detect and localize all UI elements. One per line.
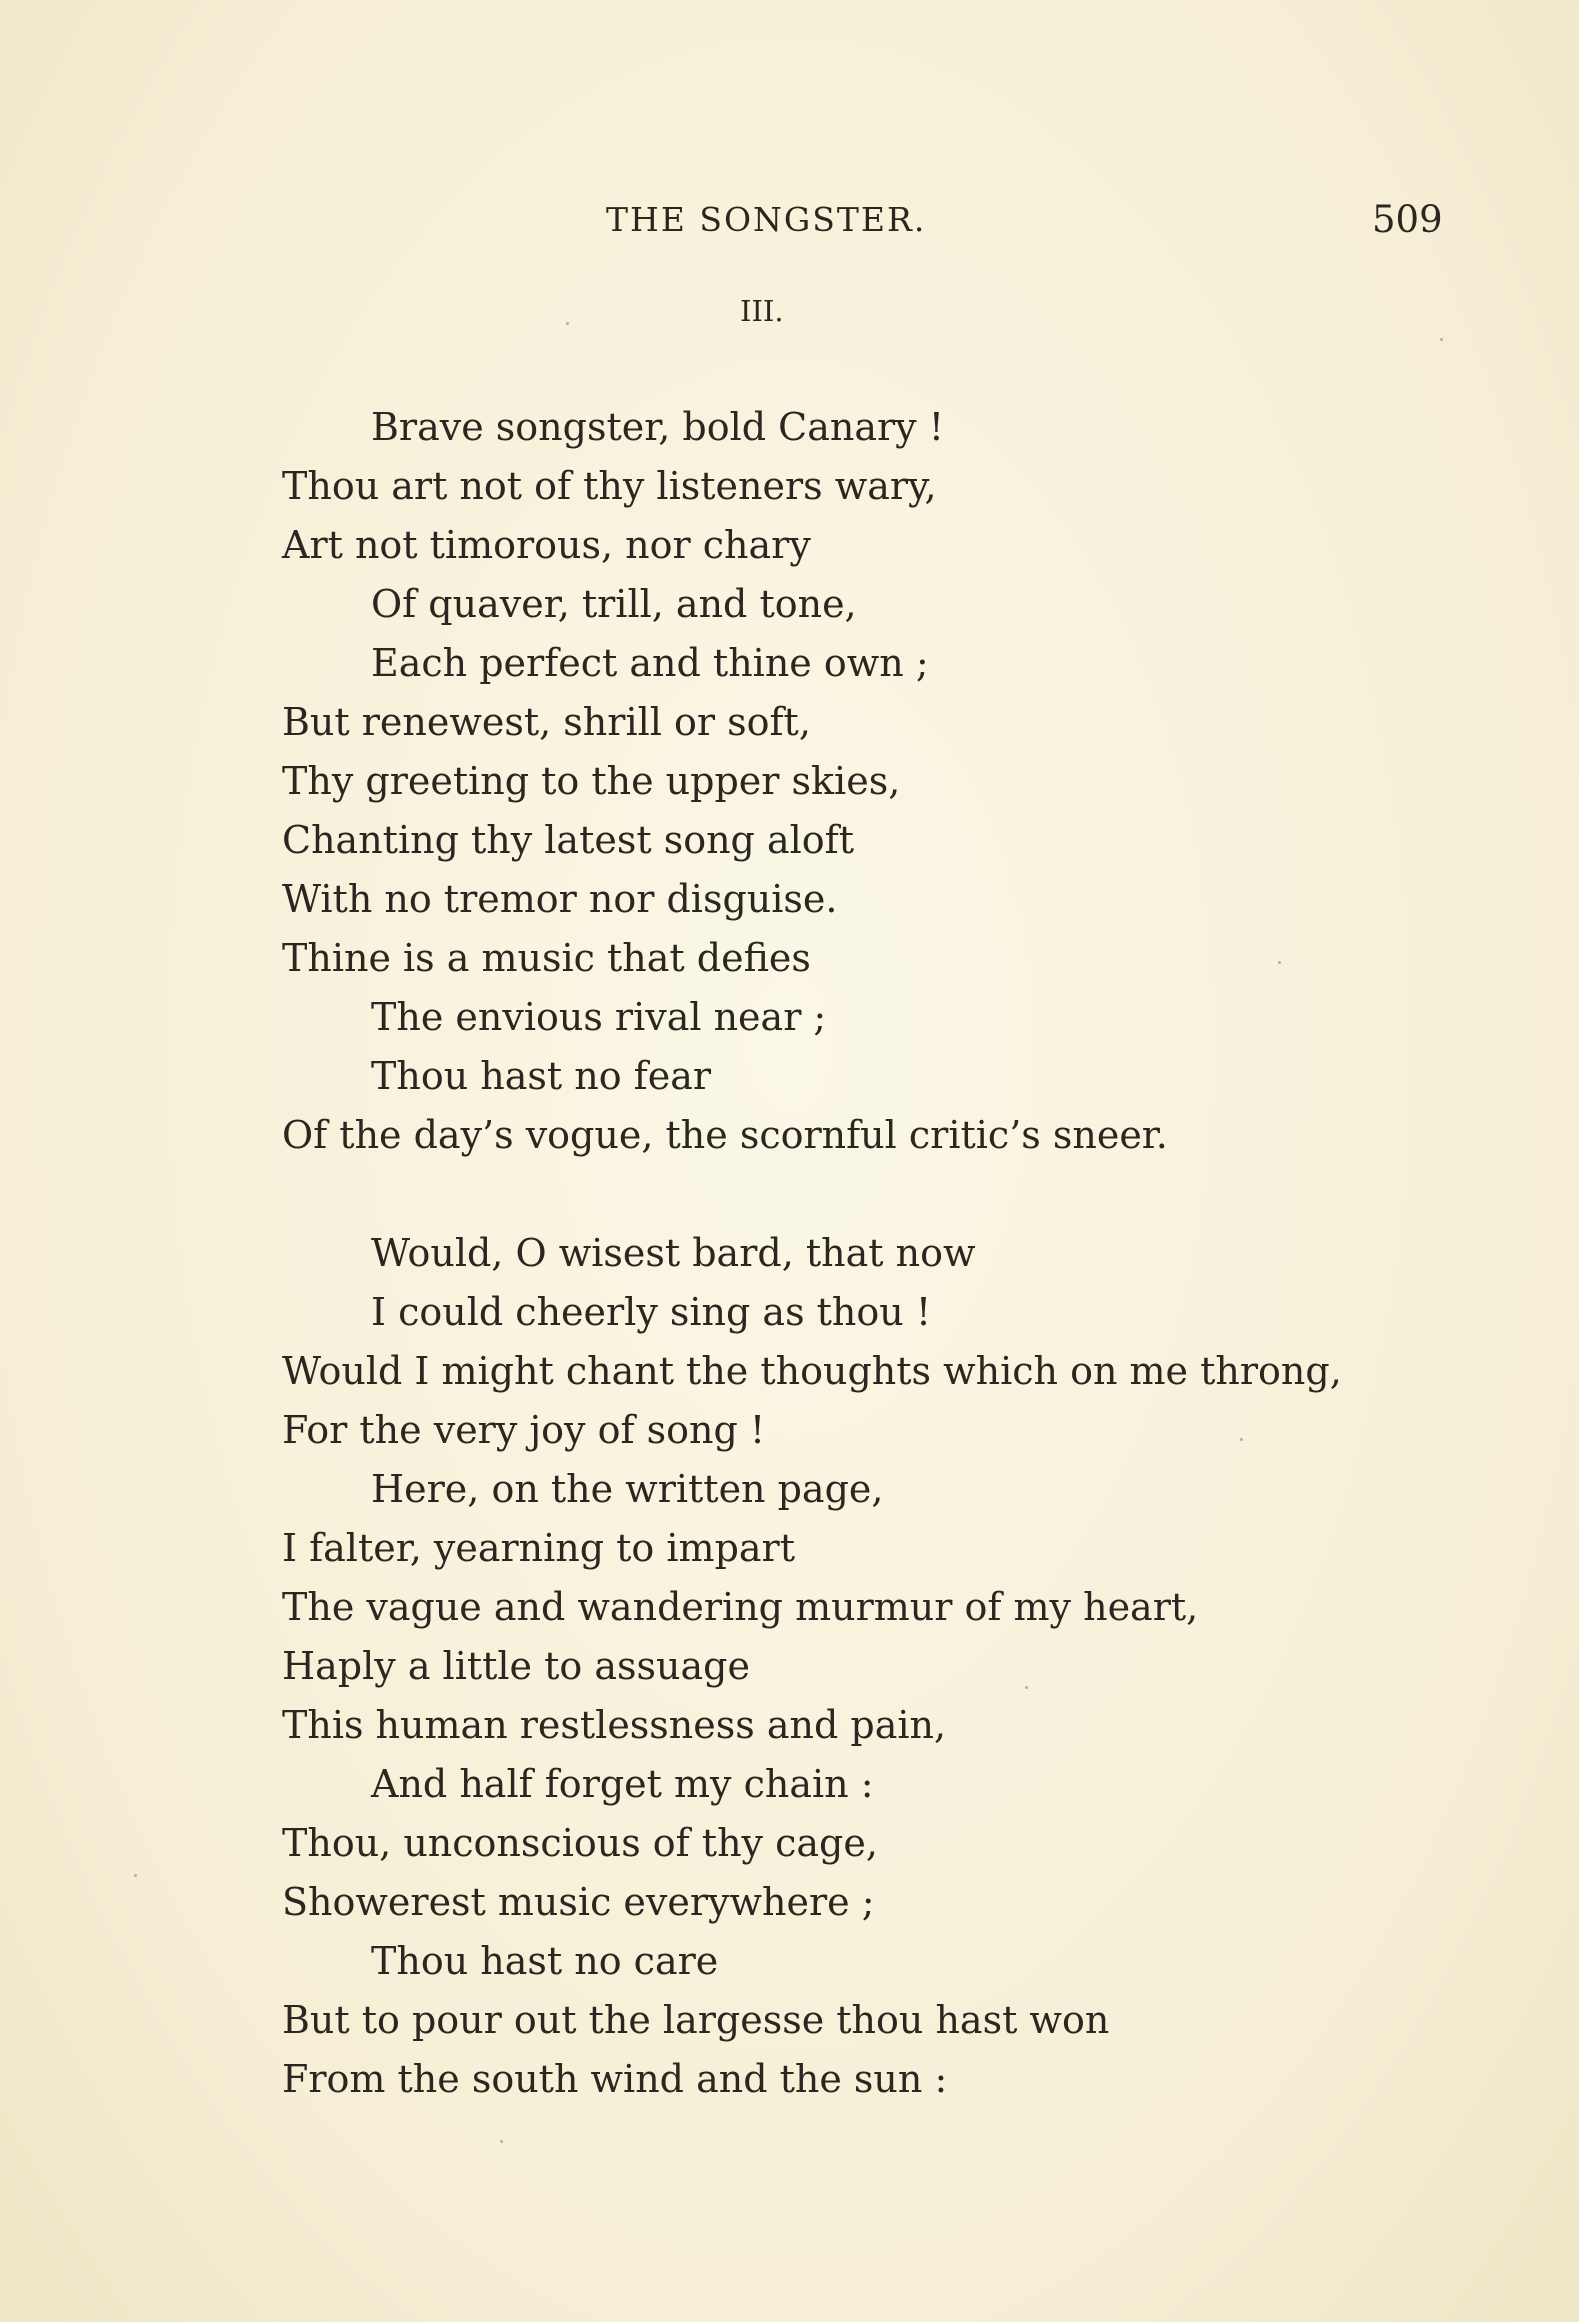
poem-line: I falter, yearning to impart xyxy=(282,1526,795,1570)
poem-line: Thou art not of thy listeners wary, xyxy=(282,464,937,508)
poem-line: But to pour out the largesse thou hast won xyxy=(282,1998,1110,2042)
poem-line: This human restlessness and pain, xyxy=(282,1703,947,1747)
poem-line: Thou hast no care xyxy=(371,1939,719,1983)
poem-line: Each perfect and thine own ; xyxy=(371,641,929,685)
page-number: 509 xyxy=(1372,198,1443,241)
poem-line: Art not timorous, nor chary xyxy=(282,523,811,567)
paper-speck xyxy=(1278,961,1281,964)
paper-speck xyxy=(1440,338,1443,341)
poem-line: Showerest music everywhere ; xyxy=(282,1880,875,1924)
poem-line: Haply a little to assuage xyxy=(282,1644,750,1688)
poem-line: Of quaver, trill, and tone, xyxy=(371,582,857,626)
poem-line: But renewest, shrill or soft, xyxy=(282,700,811,744)
poem-line: With no tremor nor disguise. xyxy=(282,877,838,921)
poem-line: Would I might chant the thoughts which on me throng, xyxy=(282,1349,1342,1393)
poem-line: Of the day’s vogue, the scornful critic’s sneer. xyxy=(282,1113,1168,1157)
poem-line: Thine is a music that defies xyxy=(282,936,811,980)
paper-speck xyxy=(1025,1686,1028,1689)
poem-line: I could cheerly sing as thou ! xyxy=(371,1290,932,1334)
paper-speck xyxy=(566,322,569,325)
section-number: III. xyxy=(740,294,784,328)
poem-line: For the very joy of song ! xyxy=(282,1408,766,1452)
poem-line: Thy greeting to the upper skies, xyxy=(282,759,901,803)
poem-line: Thou, unconscious of thy cage, xyxy=(282,1821,878,1865)
poem-line: Would, O wisest bard, that now xyxy=(371,1231,976,1275)
poem-line: The vague and wandering murmur of my heart, xyxy=(282,1585,1199,1629)
poem-line: Chanting thy latest song aloft xyxy=(282,818,854,862)
running-title: THE SONGSTER. xyxy=(606,200,927,239)
poem-line: Brave songster, bold Canary ! xyxy=(371,405,944,449)
poem-line: The envious rival near ; xyxy=(371,995,827,1039)
poem-line: Thou hast no fear xyxy=(371,1054,712,1098)
poem-line: From the south wind and the sun : xyxy=(282,2057,948,2101)
poem-line: And half forget my chain : xyxy=(371,1762,874,1806)
poem-line: Here, on the written page, xyxy=(371,1467,884,1511)
paper-speck xyxy=(1240,1438,1243,1441)
paper-speck xyxy=(500,2140,503,2143)
paper-speck xyxy=(134,1874,137,1877)
